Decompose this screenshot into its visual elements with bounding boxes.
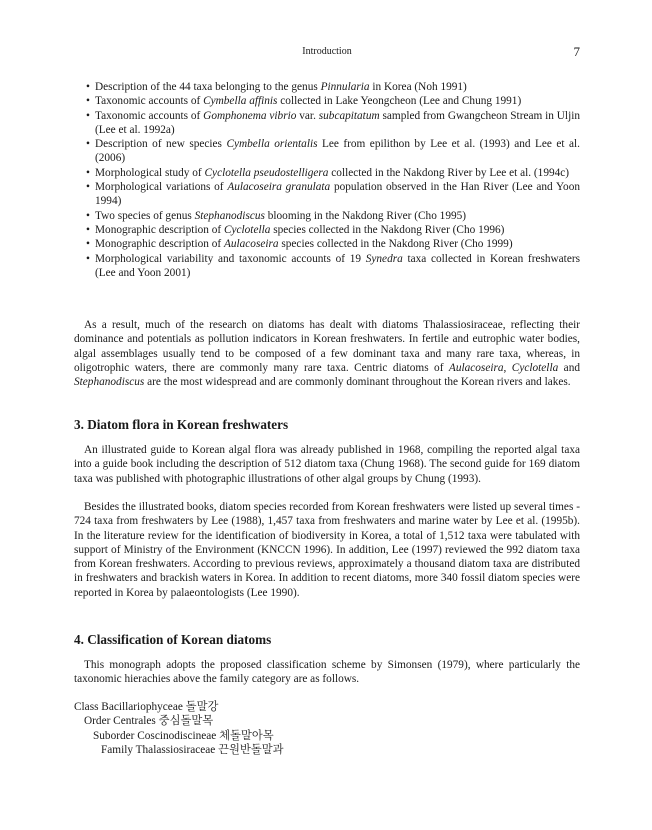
taxon-name: Cymbella orientalis <box>226 138 318 151</box>
bullet-icon: • <box>86 166 90 179</box>
taxon-name: Stephanodiscus <box>194 209 265 222</box>
bullet-list <box>74 80 580 280</box>
running-head-title: Introduction <box>302 46 352 57</box>
section-heading-4: 4. Classification of Korean diatoms <box>74 632 272 647</box>
taxon-name: Cyclotella pseudostelligera <box>204 166 329 179</box>
bullet-icon: • <box>86 223 90 236</box>
bullet-icon: • <box>86 181 90 194</box>
taxon-name: Gomphonema vibrio <box>203 109 297 122</box>
taxonomy-order: Order Centrales 중심돌말목 <box>84 715 214 727</box>
paragraph-classification-scheme: This monograph adopts the proposed classification scheme by Simonsen (1979), where particularly the taxonomic hierachies above the family category are as follows. <box>74 659 580 686</box>
page-number: 7 <box>573 44 580 59</box>
running-head <box>74 44 580 60</box>
section-heading-3: 3. Diatom flora in Korean freshwaters <box>74 417 289 432</box>
taxon-name: subcapitatum <box>318 109 380 122</box>
bullet-item: • Description of the 44 taxa belonging to the genus Pinnularia in Korea (Noh 1991) <box>86 81 467 93</box>
bullet-item: • Monographic description of Aulacoseira species collected in the Nakdong River (Cho 1999) <box>86 238 513 251</box>
taxon-name: Cyclotella <box>511 361 559 374</box>
bullet-item: • Morphological variations of Aulacoseira granulata population observed in the Han River (Lee and Yoon 1994) <box>86 181 580 208</box>
taxon-name: Stephanodiscus <box>74 376 145 389</box>
taxon-name: Aulacoseira granulata <box>227 181 331 194</box>
bullet-icon: • <box>86 109 90 122</box>
bullet-item: • Morphological study of Cyclotella pseudostelligera collected in the Nakdong River by Lee et al. (1994c) <box>86 166 570 179</box>
bullet-item: • Taxonomic accounts of Cymbella affinis collected in Lake Yeongcheon (Lee and Chung 1991) <box>86 95 522 108</box>
paragraph-thalassiosiraceae: As a result, much of the research on diatoms has dealt with diatoms Thalassiosiraceae, reflecting their dominance and potentials as pollution indicators in Korean freshwaters. In fertile and eutrophic water bodies, algal assemblages usually tend to be composed of a few dominant taxa and many rare taxa, whereas, in oligotrophic waters, there are commonly many rare taxa. Centric diatoms of Aulacoseira, Cyclotella and Stephanodiscus are the most widespread and are commonly dominant throughout the Korean rivers and lakes. <box>74 319 580 389</box>
bullet-icon: • <box>86 252 90 265</box>
taxon-name: Aulacoseira <box>448 361 504 374</box>
paragraph-species-recorded: Besides the illustrated books, diatom species recorded from Korean freshwaters were listed up several times - 724 taxa from freshwaters by Lee (1988), 1,457 taxa from freshwaters and marine water by Lee et al. (1995b). In the literature review for the identification of biodiversity in Korea, a total of 1,512 taxa were tabulated with support of Ministry of the Environment (KNCCN 1996). In addition, Lee (1997) reviewed the 992 diatom taxa from Korean freshwaters. According to previous reviews, approximately a thousand diatom taxa are distributed in freshwaters and brackish waters in Korea. In addition to recent diatoms, more 340 fossil diatom species were reported in Korea by palaeontologists (Lee 1990). <box>74 501 580 599</box>
taxon-name: Aulacoseira <box>223 238 279 251</box>
taxon-name: Pinnularia <box>320 81 370 93</box>
bullet-item: • Morphological variability and taxonomic accounts of 19 Synedra taxa collected in Korean freshwaters (Lee and Yoon 2001) <box>86 252 580 279</box>
bullet-icon: • <box>86 238 90 251</box>
taxonomy-class: Class Bacillariophyceae 돌말강 <box>74 701 219 713</box>
paragraph-illustrated-guide: An illustrated guide to Korean algal flora was already published in 1968, compiling the reported algal taxa into a guide book including the description of 512 diatom taxa (Chung 1968). The second guide for 169 diatom taxa was published with photographic illustrations of other algal groups by Chung (1993). <box>74 444 580 485</box>
taxonomy-family: Family Thalassiosiraceae 끈원반돌말과 <box>101 744 284 756</box>
taxon-name: Cymbella affinis <box>203 95 278 108</box>
bullet-icon: • <box>86 81 90 93</box>
bullet-item: • Description of new species Cymbella orientalis Lee from epilithon by Lee et al. (1993) and Lee et al. (2006) <box>86 138 580 165</box>
bullet-item: • Two species of genus Stephanodiscus blooming in the Nakdong River (Cho 1995) <box>86 209 467 222</box>
bullet-icon: • <box>86 209 90 222</box>
bullet-icon: • <box>86 138 90 151</box>
taxonomy-suborder: Suborder Coscinodiscineae 체돌말아목 <box>93 730 274 742</box>
bullet-item: • Monographic description of Cyclotella species collected in the Nakdong River (Cho 1996) <box>86 223 505 236</box>
bullet-icon: • <box>86 95 90 108</box>
taxon-name: Cyclotella <box>223 223 271 236</box>
taxon-name: Synedra <box>365 252 403 265</box>
bullet-item: • Taxonomic accounts of Gomphonema vibrio var. subcapitatum sampled from Gwangcheon Stream in Uljin (Lee et al. 1992a) <box>86 109 580 136</box>
